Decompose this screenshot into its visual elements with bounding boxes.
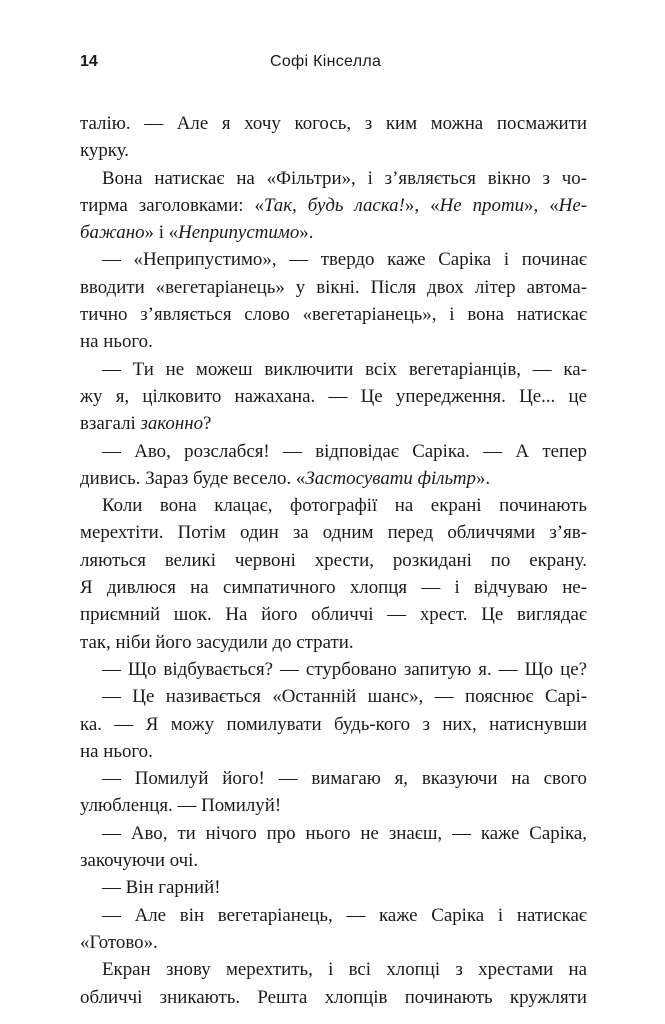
- text-line: бажано» і «Неприпустимо».: [80, 222, 314, 244]
- page-number: 14: [80, 53, 98, 70]
- running-header: Софі Кінселла: [270, 53, 382, 70]
- text-line: — Це називається «Останній шанс», — пояснює Сарі-: [102, 686, 587, 708]
- text-line: обличчі зникають. Решта хлопців починають кружляти: [80, 986, 587, 1008]
- text-line: ляються великі червоні хрести, розкидані по екрану.: [80, 549, 587, 571]
- text-line: талію. — Але я хочу когось, з ким можна посмажити: [80, 113, 587, 134]
- text-line: тирма заголовками: «Так, будь ласка!», «Не проти», «Не-: [80, 194, 587, 216]
- text-line: — «Неприпустимо», — твердо каже Саріка і починає: [102, 249, 587, 271]
- text-line: — Але він вегетаріанець, — каже Саріка і натискає: [102, 904, 587, 926]
- text-line: приємний шок. На його обличчі — хрест. Це виглядає: [80, 604, 587, 626]
- text-line: курку.: [80, 140, 129, 162]
- text-line: на нього.: [80, 331, 153, 353]
- text-line: ка. — Я можу помилувати будь-кого з них, натиснувши: [80, 713, 587, 735]
- body-text: [80, 110, 587, 1011]
- text-line: на нього.: [80, 740, 153, 762]
- text-line: тично з’являється слово «вегетаріанець», і вона натискає: [80, 304, 587, 326]
- text-line: Вона натискає на «Фільтри», і з’являється вікно з чо-: [102, 167, 587, 189]
- text-line: — Аво, ти нічого про нього не знаєш, — каже Саріка,: [102, 822, 587, 844]
- text-line: — Він гарний!: [102, 877, 221, 899]
- text-line: Коли вона клацає, фотографії на екрані починають: [102, 495, 587, 517]
- text-line: взагалі законно?: [80, 413, 212, 435]
- text-line: — Що відбувається? — стурбовано запитую я. — Що це?: [102, 658, 587, 680]
- text-line: закочуючи очі.: [80, 850, 199, 872]
- text-line: дивись. Зараз буде весело. «Застосувати фільтр».: [80, 467, 491, 489]
- text-line: вводити «вегетаріанець» у вікні. Після двох літер автома-: [80, 276, 587, 298]
- text-line: жу я, цілковито нажахана. — Це упередження. Це... це: [80, 385, 587, 407]
- text-line: — Аво, розслабся! — відповідає Саріка. — А тепер: [102, 440, 587, 462]
- text-line: так, ніби його засудили до страти.: [80, 631, 354, 653]
- text-line: улюбленця. — Помилуй!: [80, 795, 282, 817]
- text-line: Я дивлюся на симпатичного хлопця — і відчуваю не-: [80, 577, 587, 599]
- text-line: мерехтіти. Потім один за одним перед обличчями з’яв-: [80, 522, 587, 544]
- text-line: «Готово».: [80, 931, 158, 953]
- text-line: Екран знову мерехтить, і всі хлопці з хрестами на: [102, 959, 587, 981]
- text-line: — Помилуй його! — вимагаю я, вказуючи на свого: [102, 768, 587, 790]
- text-line: — Ти не можеш виключити всіх вегетаріанців, — ка-: [102, 358, 587, 380]
